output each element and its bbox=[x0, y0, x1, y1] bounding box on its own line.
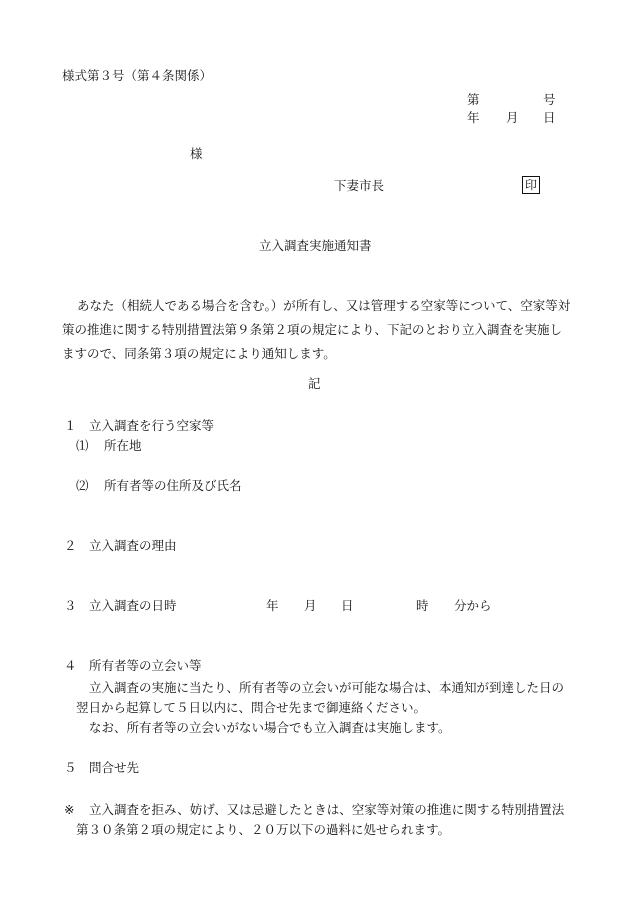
item5-label: 問合せ先 bbox=[89, 760, 140, 775]
item3-hour: 時 bbox=[416, 598, 429, 613]
issuer-name: 下妻市長 bbox=[334, 178, 385, 193]
item1-label: 立入調査を行う空家等 bbox=[89, 418, 215, 433]
item3-minute-from: 分から bbox=[454, 598, 492, 613]
sub1-label: 所在地 bbox=[104, 438, 142, 453]
note-line-1: 立入調査を拒み、妨げ、又は忌避したときは、空家等対策の推進に関する特別措置法 bbox=[89, 802, 565, 817]
item4-line-1: 立入調査の実施に当たり、所有者等の立会いが可能な場合は、本通知が到達した日の bbox=[89, 680, 565, 695]
date-day: 日 bbox=[543, 110, 556, 125]
date-month: 月 bbox=[506, 110, 519, 125]
intro-line-3: ますので、同条第３項の規定により通知します。 bbox=[62, 346, 336, 361]
sub2-number: ⑵ bbox=[76, 478, 89, 493]
sub1-number: ⑴ bbox=[76, 438, 89, 453]
date-year: 年 bbox=[467, 110, 480, 125]
item4-label: 所有者等の立会い等 bbox=[89, 658, 202, 673]
form-number: 様式第３号（第４条関係） bbox=[62, 68, 213, 83]
item3-day: 日 bbox=[341, 598, 354, 613]
note-line-2: 第３０条第２項の規定により、２０万以下の過料に処せられます。 bbox=[76, 822, 451, 837]
doc-number-prefix: 第 bbox=[467, 92, 480, 107]
document-title: 立入調査実施通知書 bbox=[259, 238, 372, 253]
item5-number: ５ bbox=[64, 760, 77, 775]
sub2-label: 所有者等の住所及び氏名 bbox=[104, 478, 242, 493]
item3-label: 立入調査の日時 bbox=[89, 598, 177, 613]
intro-line-2: 策の推進に関する特別措置法第９条第２項の規定により、下記のとおり立入調査を実施し bbox=[62, 322, 563, 337]
item4-line-3: なお、所有者等の立会いがない場合でも立入調査は実施します。 bbox=[89, 720, 451, 735]
item1-number: １ bbox=[64, 418, 77, 433]
item4-number: ４ bbox=[64, 658, 77, 673]
addressee-suffix: 様 bbox=[190, 146, 203, 161]
seal-mark: 印 bbox=[522, 176, 540, 194]
item2-number: ２ bbox=[64, 538, 77, 553]
doc-number-suffix: 号 bbox=[543, 92, 556, 107]
item2-label: 立入調査の理由 bbox=[89, 538, 177, 553]
item4-line-2: 翌日から起算して５日以内に、問合せ先まで御連絡ください。 bbox=[76, 700, 427, 715]
intro-line-1: あなた（相続人である場合を含む。）が所有し、又は管理する空家等について、空家等対 bbox=[77, 298, 571, 313]
item3-year: 年 bbox=[266, 598, 279, 613]
item3-month: 月 bbox=[304, 598, 317, 613]
item3-number: ３ bbox=[64, 598, 77, 613]
note-mark: ※ bbox=[64, 802, 75, 817]
ki-heading: 記 bbox=[308, 376, 321, 391]
